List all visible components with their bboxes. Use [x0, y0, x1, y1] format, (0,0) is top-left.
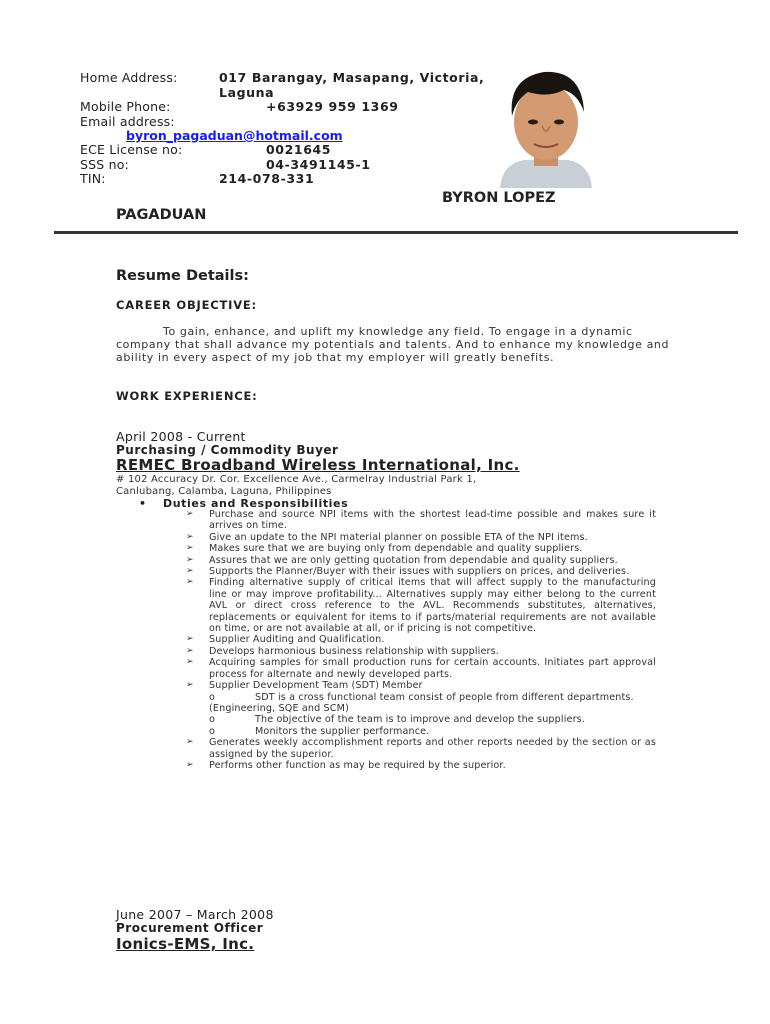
arrow-bullet-icon: ➢: [186, 645, 194, 656]
duty-item: ➢ Give an update to the NPI material planner on possible ETA of the NPI items.: [186, 531, 588, 543]
arrow-bullet-icon: ➢: [186, 759, 194, 770]
arrow-bullet-icon: ➢: [186, 680, 194, 691]
sdt-sub-item: (Engineering, SQE and SCM): [209, 702, 349, 714]
sss-value: 04-3491145-1: [266, 157, 371, 172]
job2-date: June 2007 – March 2008: [116, 907, 274, 922]
career-line3: ability in every aspect of my job that my employer will greatly benefits.: [116, 351, 555, 364]
tin-label: TIN:: [80, 171, 106, 186]
ece-license-value: 0021645: [266, 142, 332, 157]
home-address-label: Home Address:: [80, 70, 178, 85]
duty-item: ➢ Supplier Development Team (SDT) Member o SDT is a cross functional team consist of people from different departments. (Engineering, SQE and SCM) o The objective of the team is to improve and develop the suppliers. o Monitors the supplier performance.: [186, 680, 656, 737]
email-link[interactable]: byron_pagaduan@hotmail.com: [126, 128, 343, 143]
sdt-sub-item: o The objective of the team is to improve and develop the suppliers.: [209, 714, 586, 726]
job1-company: REMEC Broadband Wireless International, Inc.: [116, 456, 520, 474]
sss-label: SSS no:: [80, 157, 129, 172]
arrow-bullet-icon: ➢: [186, 657, 194, 668]
arrow-bullet-icon: ➢: [186, 554, 194, 565]
arrow-bullet-icon: ➢: [186, 577, 194, 588]
duty-item: ➢ Generates weekly accomplishment reports and other reports needed by the section or as assigned by the superior.: [186, 737, 656, 760]
duty-item: ➢ Develops harmonious business relationship with suppliers.: [186, 645, 499, 657]
duty-item: ➢ Finding alternative supply of critical items that will affect supply to the manufacturing line or may improve profitability... Alternatives supply may either belong to the current AVL or direct cross reference to the AVL. Recommends substitutes, alternatives, replacements or equivalent for items to if parts/material requirements are not available on time, or are not available at all, or if pricing is not competitive.: [186, 577, 656, 635]
job1-date: April 2008 - Current: [116, 429, 246, 444]
home-address-line1: 017 Barangay, Masapang, Victoria,: [219, 70, 485, 85]
job1-address-line1: # 102 Accuracy Dr. Cor. Excellence Ave., Carmelray Industrial Park 1,: [116, 474, 477, 485]
sub-bullet-icon: o: [209, 691, 216, 703]
resume-details-heading: Resume Details:: [116, 268, 249, 284]
sdt-sub-item: o Monitors the supplier performance.: [209, 725, 430, 737]
duty-item: ➢ Supports the Planner/Buyer with their issues with suppliers on prices, and deliveries.: [186, 566, 630, 578]
name-line1: BYRON LOPEZ: [442, 190, 556, 206]
email-address-label: Email address:: [80, 114, 175, 129]
header-divider: [54, 231, 738, 234]
job1-address-line2: Canlubang, Calamba, Laguna, Philippines: [116, 486, 332, 497]
arrow-bullet-icon: ➢: [186, 737, 194, 748]
home-address-line2: Laguna: [219, 85, 275, 100]
job1-title: Purchasing / Commodity Buyer: [116, 443, 339, 457]
duty-item: ➢ Supplier Auditing and Qualification.: [186, 634, 385, 646]
mobile-phone-value: +63929 959 1369: [266, 99, 399, 114]
duty-item: ➢ Performs other function as may be required by the superior.: [186, 759, 506, 771]
job2-company: Ionics-EMS, Inc.: [116, 935, 255, 953]
name-line2: PAGADUAN: [116, 207, 207, 223]
career-line1: To gain, enhance, and uplift my knowledge any field. To engage in a dynamic: [163, 325, 633, 338]
mobile-phone-label: Mobile Phone:: [80, 99, 171, 114]
arrow-bullet-icon: ➢: [186, 509, 194, 519]
duties-heading: Duties and Responsibilities: [163, 497, 349, 510]
job2-title: Procurement Officer: [116, 921, 264, 935]
sub-bullet-icon: o: [209, 725, 216, 737]
duties-bullet: •: [139, 497, 147, 510]
arrow-bullet-icon: ➢: [186, 543, 194, 554]
career-line2: company that shall advance my potentials and talents. And to enhance my knowledge and: [116, 338, 670, 351]
sdt-sub-item: o SDT is a cross functional team consist of people from different departments.: [209, 691, 634, 703]
sub-bullet-icon: o: [209, 714, 216, 726]
tin-value: 214-078-331: [219, 171, 315, 186]
career-objective-heading: CAREER OBJECTIVE:: [116, 298, 257, 312]
duty-item: ➢ Purchase and source NPI items with the shortest lead-time possible and makes sure it arrives on time.: [186, 509, 656, 532]
duty-item: ➢ Makes sure that we are buying only from dependable and quality suppliers.: [186, 543, 583, 555]
work-experience-heading: WORK EXPERIENCE:: [116, 389, 258, 403]
arrow-bullet-icon: ➢: [186, 566, 194, 577]
arrow-bullet-icon: ➢: [186, 531, 194, 542]
duties-list: [186, 509, 656, 771]
duty-item: ➢ Assures that we are only getting quotation from dependable and quality suppliers.: [186, 554, 618, 566]
profile-photo: [494, 64, 598, 188]
arrow-bullet-icon: ➢: [186, 634, 194, 645]
ece-license-label: ECE License no:: [80, 142, 183, 157]
duty-item: ➢ Acquiring samples for small production runs for certain accounts. Initiates part approval process for alternate and newly developed parts.: [186, 657, 656, 680]
